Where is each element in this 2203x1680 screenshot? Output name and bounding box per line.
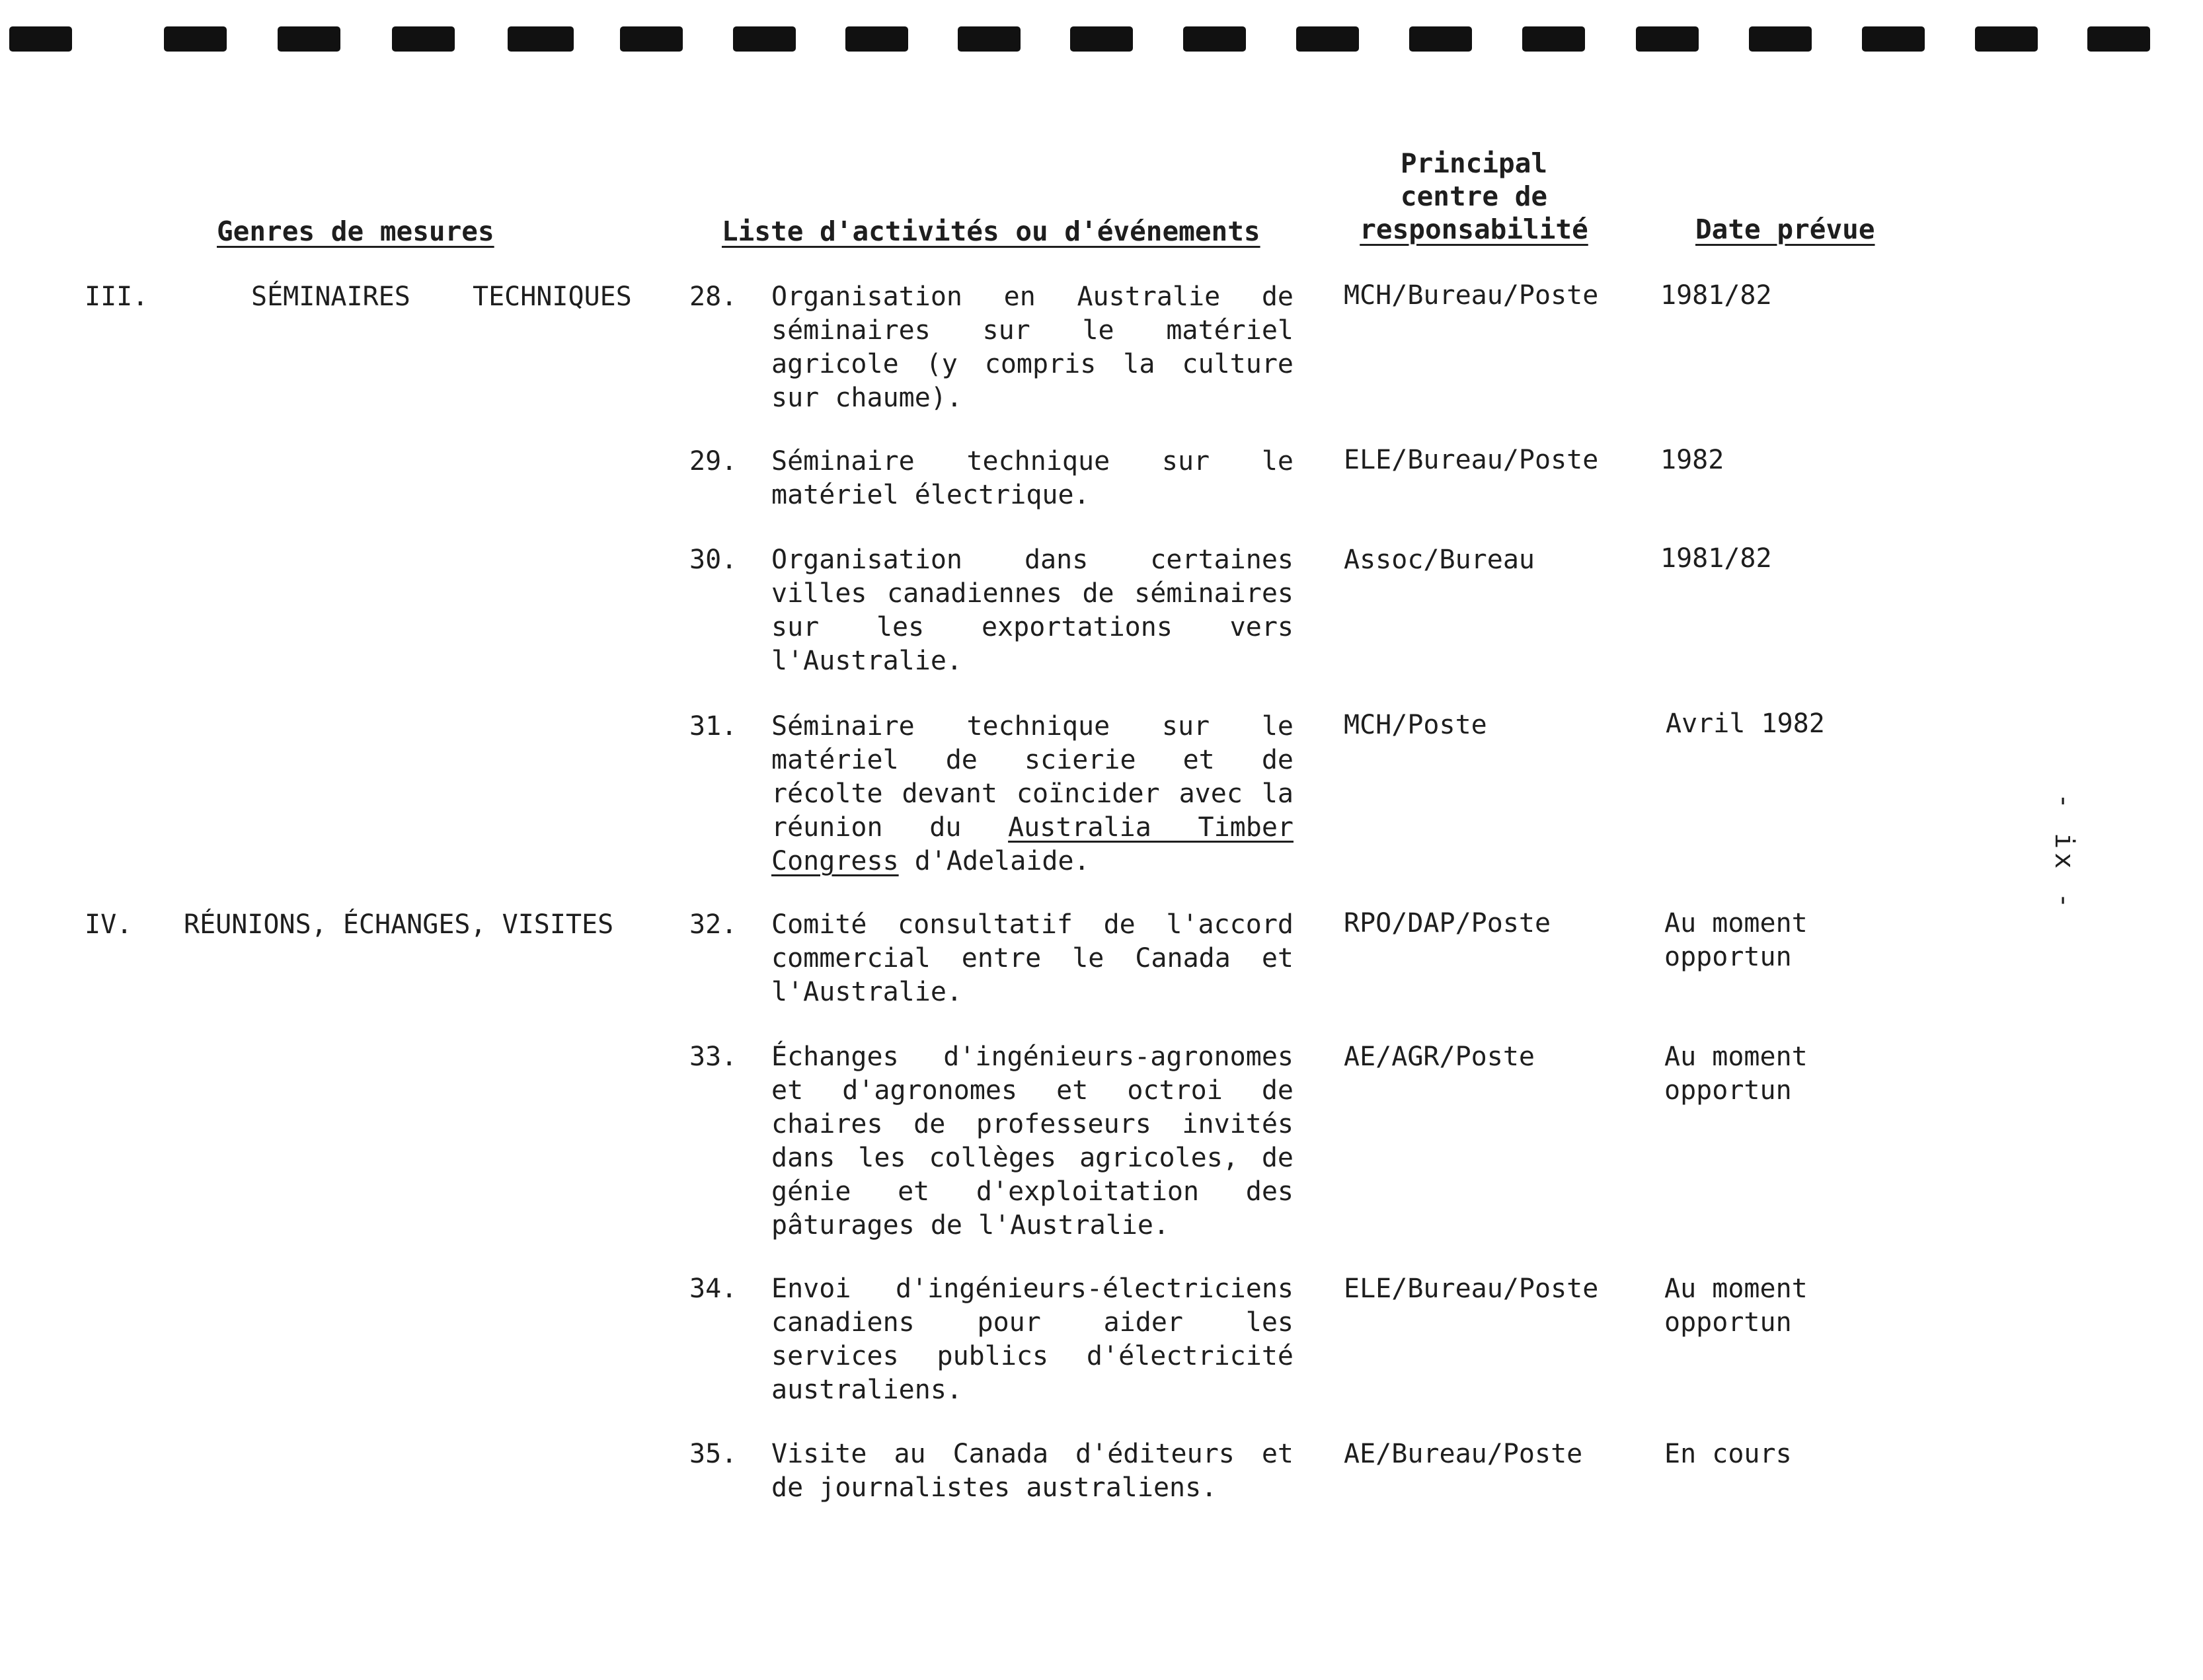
item-centre: Assoc/Bureau (1344, 545, 1535, 575)
header-date: Date prévue (1695, 213, 1875, 245)
page-number: - ix - (2049, 793, 2079, 913)
item-date: Au moment opportun (1664, 908, 1808, 972)
binding-hole (1409, 26, 1472, 52)
item-date: En cours (1664, 1439, 1792, 1469)
item-centre: ELE/Bureau/Poste (1344, 445, 1599, 475)
item-description: Échanges d'ingénieurs-agronomes et d'agronomes et octroi de chaires de professeurs invités dans les collèges agricoles, de génie et d'exploitation des pâturages de l'Australie. (771, 1042, 1294, 1241)
item-number: 28. (689, 282, 738, 312)
binding-hole (1862, 26, 1925, 52)
binding-hole (392, 26, 455, 52)
binding-hole (2087, 26, 2150, 52)
item-date: 1982 (1660, 445, 1724, 475)
item-centre: AE/AGR/Poste (1344, 1042, 1535, 1072)
item-description: Envoi d'ingénieurs-électriciens canadiens pour aider les services publics d'électricité australiens. (771, 1274, 1294, 1405)
item-centre: RPO/DAP/Poste (1344, 908, 1551, 938)
item-centre: MCH/Bureau/Poste (1344, 280, 1599, 311)
event-name: Australia Timber Congress (771, 812, 1294, 876)
header-liste: Liste d'activités ou d'événements (722, 215, 1260, 247)
item-number: 32. (689, 909, 738, 940)
item-description: Séminaire technique sur le matériel de scierie et de récolte devant coïncider avec la réunion du Australia Timber Congress d'Adelaide. (771, 711, 1294, 876)
binding-hole (1183, 26, 1246, 52)
item-description: Séminaire technique sur le matériel électrique. (771, 446, 1294, 510)
binding-hole (1522, 26, 1585, 52)
item-date: Au moment opportun (1664, 1274, 1808, 1338)
item-description: Visite au Canada d'éditeurs et de journalistes australiens. (771, 1439, 1294, 1503)
binding-hole (278, 26, 340, 52)
binding-hole (1636, 26, 1699, 52)
item-number: 33. (689, 1042, 738, 1072)
binding-holes (0, 0, 2203, 79)
binding-hole (958, 26, 1021, 52)
item-date: 1981/82 (1660, 543, 1772, 574)
binding-hole (1975, 26, 2038, 52)
item-number: 31. (689, 711, 738, 742)
item-number: 29. (689, 446, 738, 477)
item-date: Au moment opportun (1664, 1042, 1808, 1106)
binding-hole (1070, 26, 1133, 52)
binding-hole (508, 26, 574, 52)
binding-hole (164, 26, 227, 52)
item-number: 34. (689, 1274, 738, 1304)
header-genres: Genres de mesures (217, 215, 494, 247)
item-description: Organisation dans certaines villes canadiennes de séminaires sur les exportations vers l'Australie. (771, 545, 1294, 676)
binding-hole (733, 26, 796, 52)
section-title: TECHNIQUES (473, 282, 632, 312)
item-centre: AE/Bureau/Poste (1344, 1439, 1583, 1469)
item-date: 1981/82 (1660, 280, 1772, 311)
binding-hole (845, 26, 908, 52)
header-centre: Principal centre de responsabilité (1360, 147, 1588, 245)
binding-hole (620, 26, 683, 52)
item-number: 30. (689, 545, 738, 575)
item-number: 35. (689, 1439, 738, 1469)
item-description: Organisation en Australie de séminaires sur le matériel agricole (y compris la culture sur chaume). (771, 282, 1294, 413)
item-date: Avril 1982 (1666, 708, 1825, 739)
item-centre: ELE/Bureau/Poste (1344, 1274, 1599, 1304)
section-title: RÉUNIONS, ÉCHANGES, VISITES (184, 909, 614, 940)
binding-hole (1296, 26, 1359, 52)
binding-hole (9, 26, 72, 52)
item-description: Comité consultatif de l'accord commercial entre le Canada et l'Australie. (771, 909, 1294, 1007)
section-number: III. (85, 282, 149, 312)
item-centre: MCH/Poste (1344, 710, 1487, 740)
section-number: IV. (85, 909, 133, 940)
section-title: SÉMINAIRES (251, 282, 410, 312)
binding-hole (1749, 26, 1812, 52)
